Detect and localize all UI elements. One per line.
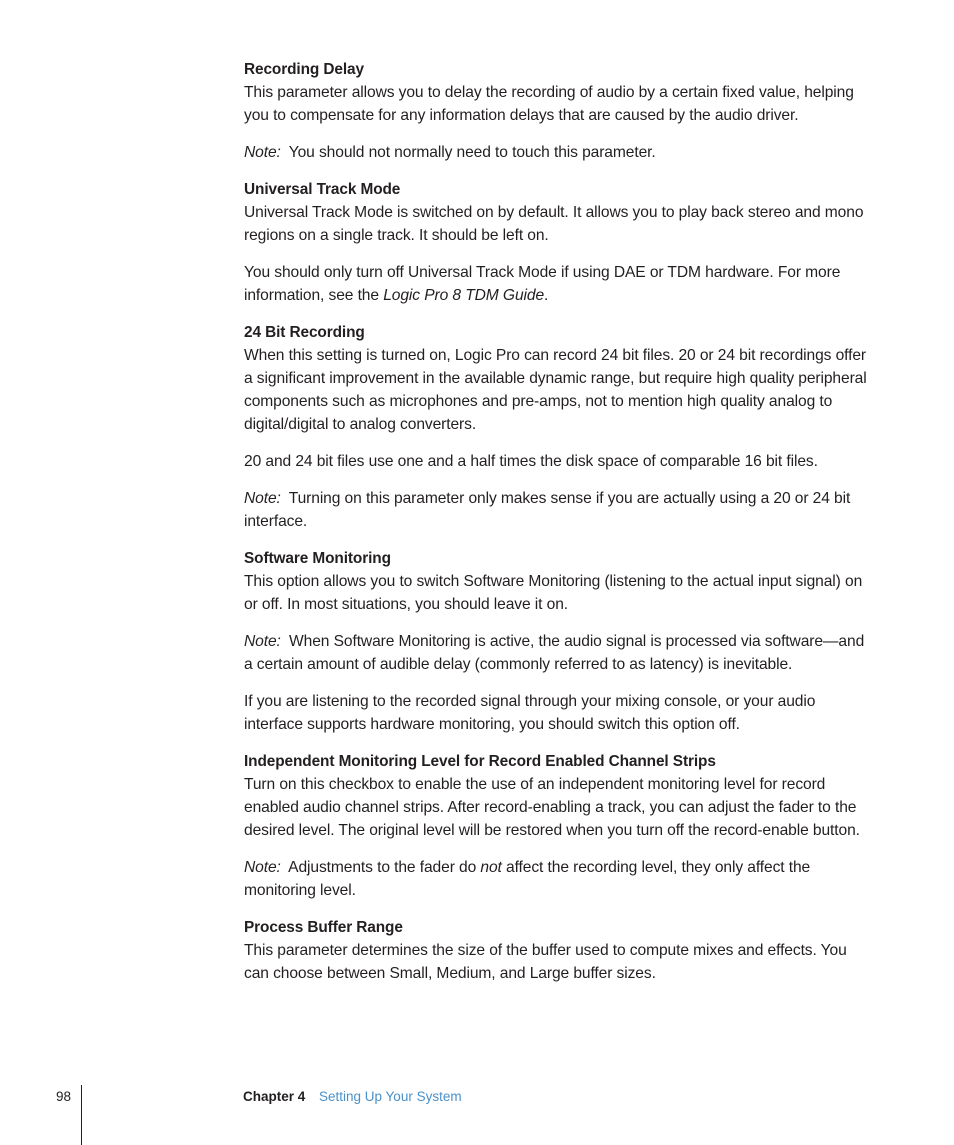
note-label: Note: (244, 859, 281, 876)
note-paragraph (244, 630, 874, 676)
paragraph (244, 261, 874, 307)
section-heading: Process Buffer Range (244, 919, 403, 936)
section-24-bit-recording (244, 321, 874, 533)
text-run: You should only turn off Universal Track Mode if using DAE or TDM hardware. For more information, see the (244, 264, 841, 304)
section-process-buffer-range (244, 916, 874, 985)
note-paragraph (244, 856, 874, 902)
note-text: Adjustments to the fader do (288, 859, 481, 876)
guide-title: Logic Pro 8 TDM Guide (383, 287, 545, 304)
emphasis: not (480, 859, 502, 876)
page-body (244, 58, 874, 999)
section-recording-delay (244, 58, 874, 164)
page-number: 98 (56, 1089, 72, 1104)
paragraph: If you are listening to the recorded signal through your mixing console, or your audio interface supports hardware monitoring, you should switch this option off. (244, 693, 816, 733)
paragraph: Turn on this checkbox to enable the use of an independent monitoring level for record enabled audio channel strips. After record-enabling a track, you can adjust the fader to the desired level. The original level will be restored when you turn off the record-enable button. (244, 776, 860, 839)
section-heading: Software Monitoring (244, 550, 391, 567)
paragraph: 20 and 24 bit files use one and a half times the disk space of comparable 16 bit files. (244, 453, 818, 470)
note-text: affect the recording level, they only affect the monitoring level. (244, 859, 811, 899)
section-software-monitoring (244, 547, 874, 736)
paragraph: This option allows you to switch Software Monitoring (listening to the actual input signal) on or off. In most situations, you should leave it on. (244, 573, 863, 613)
note-text: When Software Monitoring is active, the audio signal is processed via software—and a certain amount of audible delay (commonly referred to as latency) is inevitable. (244, 633, 865, 673)
note-label: Note: (244, 144, 281, 161)
section-heading: Recording Delay (244, 61, 364, 78)
chapter-title-link[interactable]: Setting Up Your System (319, 1089, 462, 1104)
note-paragraph (244, 141, 874, 164)
note-text: You should not normally need to touch this parameter. (288, 144, 656, 161)
paragraph: This parameter determines the size of the buffer used to compute mixes and effects. You can choose between Small, Medium, and Large buffer sizes. (244, 942, 847, 982)
section-heading: 24 Bit Recording (244, 324, 365, 341)
section-heading: Universal Track Mode (244, 181, 401, 198)
text-run: . (544, 287, 549, 304)
section-universal-track-mode (244, 178, 874, 307)
note-text: Turning on this parameter only makes sense if you are actually using a 20 or 24 bit interface. (244, 490, 851, 530)
section-independent-monitoring-level (244, 750, 874, 902)
footer-divider (81, 1085, 82, 1145)
chapter-label: Chapter 4 (243, 1089, 306, 1104)
paragraph: Universal Track Mode is switched on by default. It allows you to play back stereo and mono regions on a single track. It should be left on. (244, 204, 864, 244)
paragraph: When this setting is turned on, Logic Pro can record 24 bit files. 20 or 24 bit recordings offer a significant improvement in the available dynamic range, but require high quality peripheral components such as microphones and pre-amps, not to mention high quality analog to digital/digital to analog converters. (244, 347, 867, 433)
note-paragraph (244, 487, 874, 533)
page-footer (0, 1085, 954, 1145)
paragraph: This parameter allows you to delay the recording of audio by a certain fixed value, helping you to compensate for any information delays that are caused by the audio driver. (244, 84, 854, 124)
note-label: Note: (244, 633, 281, 650)
section-heading: Independent Monitoring Level for Record Enabled Channel Strips (244, 753, 716, 770)
note-label: Note: (244, 490, 281, 507)
